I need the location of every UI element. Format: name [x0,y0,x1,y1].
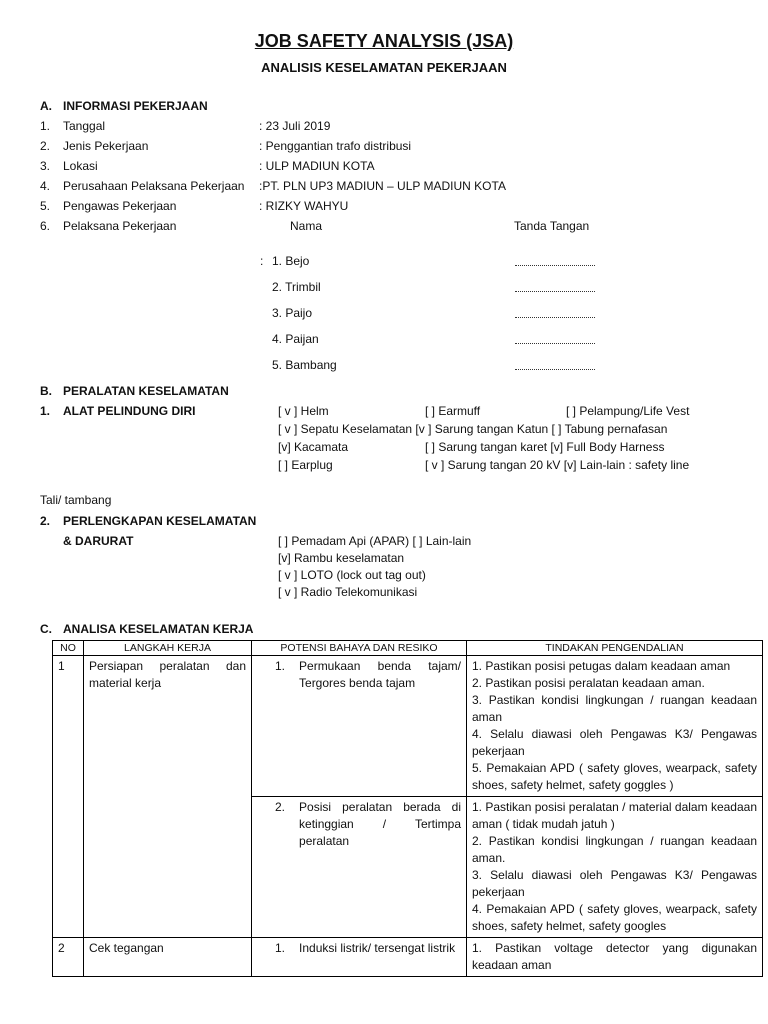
signature-line [515,333,595,344]
row-number: 2 [53,938,84,977]
workers-colon: : [260,254,264,268]
control-item: 3. Selalu diawasi oleh Pengawas K3/ Pengawas pekerjaan [472,868,757,899]
field-number: 2. [40,139,51,153]
apd-item: [ v ] Sarung tangan 20 kV [v] Lain-lain : safety line [425,458,690,472]
hazard-item [257,940,461,957]
field-label: Jenis Pekerjaan [63,139,149,153]
apd-item: [ v ] Sepatu Keselamatan [v ] Sarung tangan Katun [ ] Tabung pernafasan [278,422,668,436]
section-c-number: C. [40,622,52,636]
field-number: 4. [40,179,51,193]
signature-line [515,307,595,318]
control-cell [467,797,763,938]
column-header-hazard: POTENSI BAHAYA DAN RESIKO [252,641,467,656]
control-item: 4. Selalu diawasi oleh Pengawas K3/ Pengawas pekerjaan [472,727,757,758]
apd-item: [ ] Pelampung/Life Vest [566,404,690,418]
hazard-number: 1. [275,941,286,955]
field-label: Lokasi [63,159,98,173]
control-item: 1. Pastikan voltage detector yang digunakan keadaan aman [472,941,757,972]
worker-name: 4. Paijan [272,332,319,346]
workers-name-header: Nama [290,219,323,233]
apd-number: 1. [40,404,51,418]
signature-line [515,281,595,292]
field-number: 5. [40,199,51,213]
control-item: 1. Pastikan posisi petugas dalam keadaan aman [472,659,731,673]
field-label: Tanggal [63,119,106,133]
worker-name: 5. Bambang [272,358,337,372]
emergency-item: [ ] Pemadam Api (APAR) [ ] Lain-lain [278,534,472,548]
field-value: : 23 Juli 2019 [259,119,331,133]
column-header-no: NO [53,641,84,656]
table-row [53,938,763,977]
field-number: 3. [40,159,51,173]
control-item: 3. Pastikan kondisi lingkungan / ruangan keadaan aman [472,693,757,724]
hazard-item [257,658,461,692]
apd-item: [ ] Earmuff [425,404,481,418]
control-item: 5. Pemakaian APD ( safety gloves, wearpack, safety shoes, safety helmet, safety goggles ) [472,761,757,792]
section-a-heading: INFORMASI PEKERJAAN [63,99,208,113]
apd-overflow-text: Tali/ tambang [40,493,112,507]
signature-line [515,359,595,370]
control-cell [467,656,763,797]
document-title: JOB SAFETY ANALYSIS (JSA) [254,31,514,51]
section-a-number: A. [40,99,52,113]
hazard-cell [252,797,467,938]
field-label: Pelaksana Pekerjaan [63,219,177,233]
control-item: 4. Pemakaian APD ( safety gloves, wearpack, safety shoes, safety helmet, safety googles [472,902,757,933]
hazard-number: 2. [275,800,286,814]
control-item: 1. Pastikan posisi peralatan / material dalam keadaan aman ( tidak mudah jatuh ) [472,800,757,831]
field-number: 6. [40,219,51,233]
field-label: Perusahaan Pelaksana Pekerjaan [63,179,245,193]
worker-name: 2. Trimbil [272,280,321,294]
emergency-item: [v] Rambu keselamatan [278,551,405,565]
field-number: 1. [40,119,51,133]
work-step: Persiapan peralatan dan material kerja [84,656,252,938]
control-item: 2. Pastikan posisi peralatan keadaan aman. [472,676,705,690]
field-value: :PT. PLN UP3 MADIUN – ULP MADIUN KOTA [259,179,506,193]
hazard-number: 1. [275,659,286,673]
hazard-cell [252,656,467,797]
document-subtitle: ANALISIS KESELAMATAN PEKERJAAN [261,60,507,75]
section-b-heading: PERALATAN KESELAMATAN [63,384,229,398]
emergency-label-line2: & DARURAT [63,534,134,548]
emergency-item: [ v ] LOTO (lock out tag out) [278,568,426,582]
apd-item: [ ] Sarung tangan karet [v] Full Body Harness [425,440,665,454]
work-step: Cek tegangan [84,938,252,977]
worker-name: 1. Bejo [272,254,310,268]
worker-name: 3. Paijo [272,306,313,320]
section-c-heading: ANALISA KESELAMATAN KERJA [63,622,254,636]
apd-item: [ ] Earplug [278,458,333,472]
emergency-item: [ v ] Radio Telekomunikasi [278,585,418,599]
hazard-cell [252,938,467,977]
column-header-step: LANGKAH KERJA [84,641,252,656]
emergency-number: 2. [40,514,51,528]
hazard-text: Permukaan benda tajam/ Tergores benda tajam [299,659,461,690]
section-b-number: B. [40,384,52,398]
emergency-label-line1: PERLENGKAPAN KESELAMATAN [63,514,257,528]
workers-signature-header: Tanda Tangan [514,219,590,233]
column-header-control: TINDAKAN PENGENDALIAN [467,641,763,656]
table-header-row [53,641,763,656]
field-value: : RIZKY WAHYU [259,199,349,213]
table-row [53,656,763,797]
hazard-item [257,799,461,850]
control-cell [467,938,763,977]
field-value: : ULP MADIUN KOTA [259,159,375,173]
row-number: 1 [53,656,84,938]
field-label: Pengawas Pekerjaan [63,199,177,213]
apd-item: [v] Kacamata [278,440,349,454]
apd-label: ALAT PELINDUNG DIRI [63,404,196,418]
field-value: : Penggantian trafo distribusi [259,139,412,153]
hazard-text: Induksi listrik/ tersengat listrik [299,941,456,955]
safety-analysis-table [52,640,763,977]
hazard-text: Posisi peralatan berada di ketinggian / Tertimpa peralatan [299,800,461,848]
apd-item: [ v ] Helm [278,404,329,418]
control-item: 2. Pastikan kondisi lingkungan / ruangan keadaan aman. [472,834,757,865]
signature-line [515,255,595,266]
